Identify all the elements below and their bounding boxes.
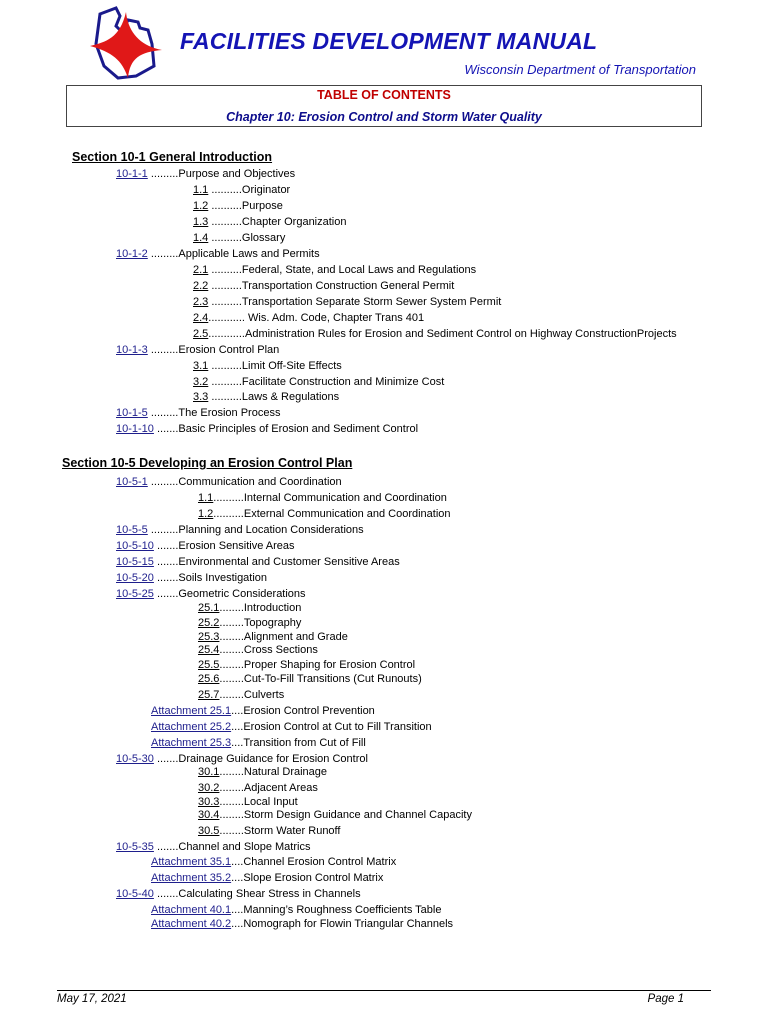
- toc-entry[interactable]: [151, 737, 366, 750]
- toc-entry-number[interactable]: Attachment 35.1: [151, 856, 232, 868]
- toc-entry-title: Proper Shaping for Erosion Control: [243, 659, 416, 671]
- toc-entry[interactable]: [116, 407, 280, 420]
- toc-entry-leader: .......: [153, 540, 179, 552]
- toc-entry-title: Erosion Control Plan: [178, 344, 280, 356]
- toc-entry-number[interactable]: 25.3: [198, 631, 220, 643]
- toc-entry[interactable]: [198, 631, 348, 644]
- toc-entry-leader: .........: [147, 407, 179, 419]
- toc-entry-leader: ..........: [208, 376, 242, 388]
- toc-entry-title: Chapter Organization: [241, 216, 347, 228]
- toc-entry-leader: ..........: [208, 216, 242, 228]
- section-heading: Section 10-1 General Introduction: [72, 150, 273, 164]
- toc-entry-title: Natural Drainage: [243, 766, 328, 778]
- toc-entry-number[interactable]: 3.1: [193, 360, 209, 372]
- toc-entry-leader: .......: [153, 572, 179, 584]
- toc-entry-title: Purpose: [241, 200, 283, 212]
- toc-entry-leader: ........: [219, 659, 244, 671]
- toc-entry-title: Laws & Regulations: [241, 391, 340, 403]
- toc-entry-leader: ..........: [213, 492, 244, 504]
- toc-entry-leader: ........: [219, 766, 244, 778]
- toc-entry[interactable]: [193, 184, 290, 197]
- toc-entry-leader: .........: [147, 168, 179, 180]
- footer-date: May 17, 2021: [57, 993, 127, 1005]
- toc-entry-title: Drainage Guidance for Erosion Control: [178, 753, 368, 765]
- toc-entry[interactable]: [116, 423, 418, 436]
- toc-entry-leader: .........: [147, 476, 179, 488]
- toc-entry-title: Limit Off-Site Effects: [241, 360, 342, 372]
- toc-entry-number[interactable]: 30.3: [198, 796, 220, 808]
- toc-entry-number[interactable]: 10-5-30: [116, 753, 154, 765]
- toc-entry-number[interactable]: 1.1: [193, 184, 209, 196]
- toc-entry[interactable]: [193, 200, 283, 213]
- toc-entry-leader: ..........: [208, 391, 242, 403]
- toc-entry-title: Federal, State, and Local Laws and Regulations: [241, 264, 477, 276]
- toc-entry[interactable]: [193, 264, 476, 277]
- toc-entry-title: Erosion Sensitive Areas: [178, 540, 295, 552]
- toc-entry-title: Communication and Coordination: [178, 476, 342, 488]
- toc-entry-number[interactable]: Attachment 25.2: [151, 721, 232, 733]
- toc-entry-number[interactable]: Attachment 25.1: [151, 705, 232, 717]
- toc-entry[interactable]: [116, 524, 364, 537]
- toc-entry-number[interactable]: 10-5-40: [116, 888, 154, 900]
- footer-page-number: Page 1: [647, 993, 684, 1005]
- toc-entry-leader: .......: [153, 841, 179, 853]
- toc-entry-number[interactable]: 30.1: [198, 766, 220, 778]
- toc-entry[interactable]: [151, 721, 432, 734]
- toc-entry[interactable]: [193, 312, 424, 325]
- toc-entry-title: Adjacent Areas: [243, 782, 318, 794]
- toc-entry[interactable]: [198, 644, 318, 657]
- toc-entry-leader: ........: [219, 782, 244, 794]
- toc-entry[interactable]: [198, 492, 447, 505]
- toc-entry-leader: ........: [219, 825, 244, 837]
- toc-entry[interactable]: [198, 766, 327, 779]
- toc-entry[interactable]: [116, 556, 400, 569]
- toc-entry-leader: .......: [153, 753, 179, 765]
- toc-entry-title: Storm Design Guidance and Channel Capacity: [243, 809, 472, 821]
- toc-entry-leader: ....: [231, 918, 244, 930]
- toc-entry-title: Purpose and Objectives: [178, 168, 296, 180]
- toc-entry-number[interactable]: 25.7: [198, 689, 220, 701]
- toc-entry-number[interactable]: 10-5-10: [116, 540, 154, 552]
- toc-entry-leader: .......: [153, 556, 179, 568]
- toc-entry-title: Calculating Shear Stress in Channels: [178, 888, 361, 900]
- toc-entry-number[interactable]: 30.2: [198, 782, 220, 794]
- toc-entry-title: Channel and Slope Matrics: [178, 841, 311, 853]
- toc-entry-title: Storm Water Runoff: [243, 825, 341, 837]
- toc-entry-title: Basic Principles of Erosion and Sediment Control: [178, 423, 419, 435]
- toc-entry-number[interactable]: 10-5-20: [116, 572, 154, 584]
- toc-entry-leader: ....: [231, 721, 244, 733]
- toc-entry-number[interactable]: 25.5: [198, 659, 220, 671]
- toc-entry-number[interactable]: Attachment 40.1: [151, 904, 232, 916]
- toc-entry-title: Manning’s Roughness Coefficients Table: [243, 904, 442, 916]
- toc-entry-title: Administration Rules for Erosion and Sediment Control on Highway ConstructionProjects: [244, 328, 677, 340]
- toc-entry-number[interactable]: 25.6: [198, 673, 220, 685]
- toc-entry-leader: ........: [219, 809, 244, 821]
- toc-entry-number[interactable]: 10-5-15: [116, 556, 154, 568]
- toc-entry-leader: .........: [147, 344, 179, 356]
- toc-entry[interactable]: [198, 689, 284, 702]
- toc-entry-title: Internal Communication and Coordination: [243, 492, 447, 504]
- toc-entry-number[interactable]: 3.3: [193, 391, 209, 403]
- toc-entry-number[interactable]: 10-1-2: [116, 248, 148, 260]
- toc-entry[interactable]: [193, 360, 342, 373]
- toc-entry-leader: ....: [231, 856, 244, 868]
- toc-entry-leader: ........: [219, 631, 244, 643]
- toc-entry-number[interactable]: 1.2: [193, 200, 209, 212]
- toc-entry-leader: ........: [219, 602, 244, 614]
- toc-entry[interactable]: [198, 508, 451, 521]
- toc-entry-title: External Communication and Coordination: [243, 508, 451, 520]
- toc-entry-number[interactable]: 1.4: [193, 232, 209, 244]
- toc-entry-leader: ........: [219, 644, 244, 656]
- toc-entry-title: Alignment and Grade: [243, 631, 348, 643]
- toc-entry[interactable]: [193, 391, 339, 404]
- toc-entry-leader: ..........: [208, 280, 242, 292]
- toc-entry-leader: ............: [208, 328, 245, 340]
- department-name: Wisconsin Department of Transportation: [464, 62, 696, 77]
- toc-entry-title: Local Input: [243, 796, 298, 808]
- toc-entry[interactable]: [116, 841, 310, 854]
- toc-entry-number[interactable]: 10-1-3: [116, 344, 148, 356]
- toc-entry-title: Topography: [243, 617, 302, 629]
- toc-entry-number[interactable]: Attachment 40.2: [151, 918, 232, 930]
- toc-entry-title: Erosion Control at Cut to Fill Transition: [243, 721, 432, 733]
- toc-entry[interactable]: [198, 825, 340, 838]
- toc-entry-title: Culverts: [243, 689, 285, 701]
- toc-entry-title: Nomograph for Flowin Triangular Channels: [243, 918, 454, 930]
- toc-entry[interactable]: [151, 705, 375, 718]
- toc-entry-number[interactable]: 2.2: [193, 280, 209, 292]
- toc-entry-number[interactable]: 2.5: [193, 328, 209, 340]
- toc-entry-title: Applicable Laws and Permits: [178, 248, 320, 260]
- toc-entry-title: Wis. Adm. Code, Chapter Trans 401: [248, 312, 425, 324]
- toc-entry[interactable]: [116, 888, 361, 901]
- toc-entry-title: Slope Erosion Control Matrix: [243, 872, 384, 884]
- toc-entry-leader: ..........: [213, 508, 244, 520]
- toc-entry-title: Cross Sections: [243, 644, 318, 656]
- toc-entry-number[interactable]: 30.5: [198, 825, 220, 837]
- toc-entry-number[interactable]: 30.4: [198, 809, 220, 821]
- toc-entry-leader: ..........: [208, 184, 242, 196]
- wisdot-logo-icon: [82, 4, 162, 82]
- toc-entry-leader: ..........: [208, 360, 242, 372]
- toc-entry-number[interactable]: 1.1: [198, 492, 214, 504]
- toc-entry-leader: .......: [153, 888, 179, 900]
- toc-entry[interactable]: [116, 168, 295, 181]
- toc-entry-number[interactable]: 2.4: [193, 312, 209, 324]
- toc-entry-leader: ........: [219, 796, 244, 808]
- toc-entry-number[interactable]: Attachment 35.2: [151, 872, 232, 884]
- toc-entry-title: Planning and Location Considerations: [178, 524, 364, 536]
- toc-entry-number[interactable]: 10-1-1: [116, 168, 148, 180]
- toc-entry[interactable]: [198, 782, 318, 795]
- toc-entry-title: Introduction: [243, 602, 302, 614]
- toc-entry-title: Channel Erosion Control Matrix: [243, 856, 397, 868]
- toc-entry-leader: ........: [219, 617, 244, 629]
- toc-entry-number[interactable]: 25.4: [198, 644, 220, 656]
- footer-rule: [57, 990, 711, 991]
- toc-entry[interactable]: [198, 673, 422, 686]
- toc-entry-leader: .......: [153, 423, 179, 435]
- toc-entry-title: Facilitate Construction and Minimize Cost: [241, 376, 445, 388]
- toc-entry-leader: ..........: [208, 232, 242, 244]
- toc-entry-title: Environmental and Customer Sensitive Areas: [178, 556, 400, 568]
- toc-entry-number[interactable]: 10-5-25: [116, 588, 154, 600]
- toc-entry[interactable]: [116, 248, 320, 261]
- toc-entry[interactable]: [116, 476, 342, 489]
- toc-entry-leader: ........: [219, 673, 244, 685]
- toc-entry[interactable]: [116, 344, 279, 357]
- toc-entry[interactable]: [193, 280, 454, 293]
- toc-entry[interactable]: [193, 216, 346, 229]
- toc-entry-leader: ....: [231, 872, 244, 884]
- toc-entry-leader: ..........: [208, 264, 242, 276]
- toc-entry-number[interactable]: 2.1: [193, 264, 209, 276]
- toc-entry-number[interactable]: 10-5-35: [116, 841, 154, 853]
- toc-entry-number[interactable]: 3.2: [193, 376, 209, 388]
- toc-entry-leader: ............: [208, 312, 249, 324]
- toc-entry[interactable]: [193, 328, 677, 341]
- toc-entry-number[interactable]: 2.3: [193, 296, 209, 308]
- toc-entry-title: The Erosion Process: [178, 407, 281, 419]
- toc-entry[interactable]: [151, 918, 453, 931]
- toc-entry[interactable]: [198, 796, 298, 809]
- toc-entry[interactable]: [193, 296, 501, 309]
- toc-entry-title: Originator: [241, 184, 291, 196]
- toc-entry-title: Transition from Cut of Fill: [243, 737, 366, 749]
- toc-entry-number[interactable]: Attachment 25.3: [151, 737, 232, 749]
- toc-entry-leader: .......: [153, 588, 179, 600]
- toc-header-box: [66, 85, 702, 127]
- toc-entry-leader: ..........: [208, 200, 242, 212]
- toc-entry-leader: ..........: [208, 296, 242, 308]
- toc-entry[interactable]: [198, 617, 301, 630]
- section-heading: Section 10-5 Developing an Erosion Control Plan: [62, 456, 353, 470]
- toc-entry[interactable]: [193, 376, 444, 389]
- toc-entry-number[interactable]: 1.3: [193, 216, 209, 228]
- toc-entry-leader: ....: [231, 705, 244, 717]
- toc-entry[interactable]: [151, 904, 441, 917]
- toc-entry[interactable]: [116, 540, 295, 553]
- chapter-title: Chapter 10: Erosion Control and Storm Water Quality: [226, 110, 542, 124]
- toc-entry[interactable]: [151, 856, 396, 869]
- toc-entry-number[interactable]: 10-5-5: [116, 524, 148, 536]
- toc-entry-leader: .........: [147, 248, 179, 260]
- toc-entry-title: Geometric Considerations: [178, 588, 306, 600]
- toc-entry-title: Erosion Control Prevention: [243, 705, 375, 717]
- toc-entry-leader: .........: [147, 524, 179, 536]
- toc-entry-title: Transportation Construction General Permit: [241, 280, 455, 292]
- toc-entry[interactable]: [193, 232, 285, 245]
- toc-entry-leader: ........: [219, 689, 244, 701]
- toc-entry-leader: ....: [231, 904, 244, 916]
- toc-entry[interactable]: [151, 872, 383, 885]
- toc-entry-number[interactable]: 10-1-10: [116, 423, 154, 435]
- toc-entry[interactable]: [198, 659, 415, 672]
- manual-title: FACILITIES DEVELOPMENT MANUAL: [180, 28, 598, 54]
- toc-entry-number[interactable]: 25.1: [198, 602, 220, 614]
- toc-entry-title: Transportation Separate Storm Sewer System Permit: [241, 296, 502, 308]
- toc-heading: TABLE OF CONTENTS: [317, 88, 451, 102]
- toc-entry[interactable]: [116, 572, 267, 585]
- toc-entry-number[interactable]: 1.2: [198, 508, 214, 520]
- toc-entry-title: Soils Investigation: [178, 572, 268, 584]
- toc-entry-number[interactable]: 10-5-1: [116, 476, 148, 488]
- toc-entry-number[interactable]: 25.2: [198, 617, 220, 629]
- toc-entry-title: Glossary: [241, 232, 286, 244]
- toc-entry[interactable]: [116, 588, 306, 601]
- toc-entry-number[interactable]: 10-1-5: [116, 407, 148, 419]
- toc-entry-title: Cut-To-Fill Transitions (Cut Runouts): [243, 673, 422, 685]
- toc-entry-leader: ....: [231, 737, 244, 749]
- toc-entry[interactable]: [116, 753, 368, 766]
- toc-entry[interactable]: [198, 809, 472, 822]
- toc-entry[interactable]: [198, 602, 301, 615]
